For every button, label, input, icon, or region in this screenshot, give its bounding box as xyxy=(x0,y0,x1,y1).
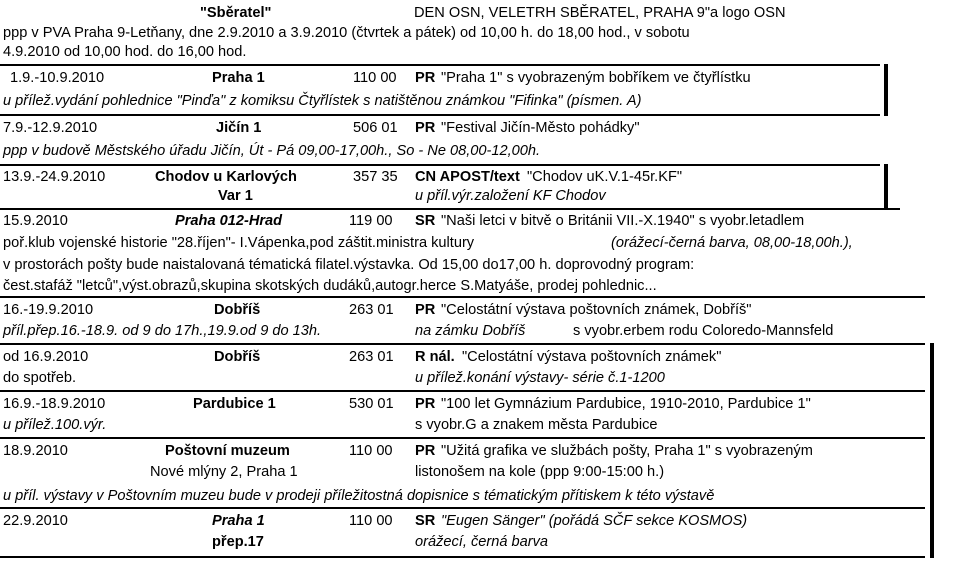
entry-text: "Užitá grafika ve službách pošty, Praha 1" s vyobrazeným xyxy=(441,443,813,459)
entry-code: PR xyxy=(415,396,436,412)
entry-place: Jičín 1 xyxy=(216,120,262,136)
entry-text-2: na zámku Dobříš xyxy=(415,323,526,339)
entry-code: SR xyxy=(415,213,436,229)
right-bar xyxy=(930,343,934,392)
entry-place-2: Nové mlýny 2, Praha 1 xyxy=(150,464,298,480)
entry-text: "Celostátní výstava poštovních známek" xyxy=(462,349,722,365)
row-rule xyxy=(0,343,925,345)
entry-place-2: přep.17 xyxy=(212,534,264,550)
entry-code: PR xyxy=(415,443,436,459)
row-rule xyxy=(0,208,900,210)
entry-postcode: 263 01 xyxy=(349,349,394,365)
entry-code: PR xyxy=(415,302,436,318)
row-rule xyxy=(0,296,925,298)
header-title: "Sběratel" xyxy=(200,5,272,21)
entry-postcode: 119 00 xyxy=(349,213,393,229)
entry-detail-text: v prostorách pošty bude naistalovaná tématická filatel.výstavka. Od 15,00 do17,00 h. doprovodný program: xyxy=(3,257,695,273)
entry-date: 7.9.-12.9.2010 xyxy=(3,120,98,136)
entry-date: 16.-19.9.2010 xyxy=(3,302,94,318)
entry-date: 18.9.2010 xyxy=(3,443,68,459)
entry-date: 1.9.-10.9.2010 xyxy=(10,70,105,86)
entry-date: 16.9.-18.9.2010 xyxy=(3,396,106,412)
entry-date-2: do spotřeb. xyxy=(3,370,77,386)
entry-postcode: 357 35 xyxy=(353,169,398,185)
entry-code: PR xyxy=(415,120,436,136)
right-bar xyxy=(884,164,888,210)
entry-place: Poštovní muzeum xyxy=(165,443,290,459)
row-rule xyxy=(0,164,880,166)
right-bar xyxy=(930,437,934,509)
entry-text: "Festival Jičín-Město pohádky" xyxy=(441,120,640,136)
entry-detail-text: ppp v budově Městského úřadu Jičín, Út - Pá 09,00-17,00h., So - Ne 08,00-12,00h. xyxy=(3,143,541,159)
entry-text-2: s vyobr.G a znakem města Pardubice xyxy=(415,417,658,433)
row-rule xyxy=(0,556,925,558)
entry-place: Praha 1 xyxy=(212,70,265,86)
entry-postcode: 110 00 xyxy=(353,70,397,86)
header-subtitle: DEN OSN, VELETRH SBĚRATEL, PRAHA 9"a logo OSN xyxy=(414,5,786,21)
entry-detail-text: poř.klub vojenské historie "28.říjen"- I.Vápenka,pod záštit.ministra kultury xyxy=(3,235,475,251)
row-rule xyxy=(0,507,925,509)
entry-text: "100 let Gymnázium Pardubice, 1910-2010, Pardubice 1" xyxy=(441,396,811,412)
entry-detail-text: (orážecí-černá barva, 08,00-18,00h.), xyxy=(611,235,853,251)
row-rule xyxy=(0,437,925,439)
entry-code: SR xyxy=(415,513,436,529)
entry-date: 13.9.-24.9.2010 xyxy=(3,169,106,185)
header-line-text: 4.9.2010 od 10,00 hod. do 16,00 hod. xyxy=(3,44,247,60)
entry-text-2: orážecí, černá barva xyxy=(415,534,549,550)
entry-text: "Eugen Sänger" (pořádá SČF sekce KOSMOS) xyxy=(441,513,748,529)
entry-place: Praha 1 xyxy=(212,513,265,529)
row-rule xyxy=(0,390,925,392)
entry-postcode: 263 01 xyxy=(349,302,394,318)
entry-text: "Celostátní výstava poštovních známek, Dobříš" xyxy=(441,302,752,318)
entry-text: "Naši letci v bitvě o Británii VII.-X.1940" s vyobr.letadlem xyxy=(441,213,805,229)
entry-place: Praha 012-Hrad xyxy=(175,213,283,229)
entry-code: CN APOST/text xyxy=(415,169,520,185)
entry-place: Dobříš xyxy=(214,349,261,365)
entry-postcode: 530 01 xyxy=(349,396,394,412)
right-bar xyxy=(930,507,934,558)
entry-postcode: 110 00 xyxy=(349,443,393,459)
right-bar xyxy=(930,390,934,439)
entry-date-2: u přílež.100.výr. xyxy=(3,417,107,433)
entry-place: Chodov u Karlových xyxy=(155,169,297,185)
row-rule xyxy=(0,114,880,116)
entry-detail-text: u přílež.vydání pohlednice "Pinďa" z komiksu Čtyřlístek s natištěnou známkou "Fifinka" (písmen. A) xyxy=(3,93,642,109)
entry-text-2: s vyobr.erbem rodu Coloredo-Mannsfeld xyxy=(573,323,834,339)
entry-detail-text: u příl. výstavy v Poštovním muzeu bude v prodeji příležitostná dopisnice s tématickým přítiskem k této výstavě xyxy=(3,488,715,504)
entry-date: od 16.9.2010 xyxy=(3,349,89,365)
entry-text: "Chodov uK.V.1-45r.KF" xyxy=(527,169,683,185)
entry-postcode: 110 00 xyxy=(349,513,393,529)
entry-place-2: Var 1 xyxy=(218,188,253,204)
row-rule xyxy=(0,64,880,66)
entry-text-2: u příl.výr.založení KF Chodov xyxy=(415,188,606,204)
entry-code: PR xyxy=(415,70,436,86)
entry-place: Pardubice 1 xyxy=(193,396,276,412)
right-bar xyxy=(884,64,888,116)
entry-postcode: 506 01 xyxy=(353,120,398,136)
entry-place: Dobříš xyxy=(214,302,261,318)
entry-date: 22.9.2010 xyxy=(3,513,68,529)
entry-code: R nál. xyxy=(415,349,455,365)
entry-text: "Praha 1" s vyobrazeným bobříkem ve čtyřlístku xyxy=(441,70,751,86)
entry-date-2: příl.přep.16.-18.9. od 9 do 17h.,19.9.od 9 do 13h. xyxy=(3,323,322,339)
entry-detail-text: čest.stafáž "letců",výst.obrazů,skupina skotských dudáků,autogr.herce S.Matyáše, prodej pohlednic... xyxy=(3,278,657,294)
entry-text-2: listonošem na kole (ppp 9:00-15:00 h.) xyxy=(415,464,665,480)
entry-date: 15.9.2010 xyxy=(3,213,68,229)
header-line-text: ppp v PVA Praha 9-Letňany, dne 2.9.2010 a 3.9.2010 (čtvrtek a pátek) od 10,00 h. do 18,00 hod., v sobotu xyxy=(3,25,690,41)
entry-text-2: u přílež.konání výstavy- série č.1-1200 xyxy=(415,370,665,386)
